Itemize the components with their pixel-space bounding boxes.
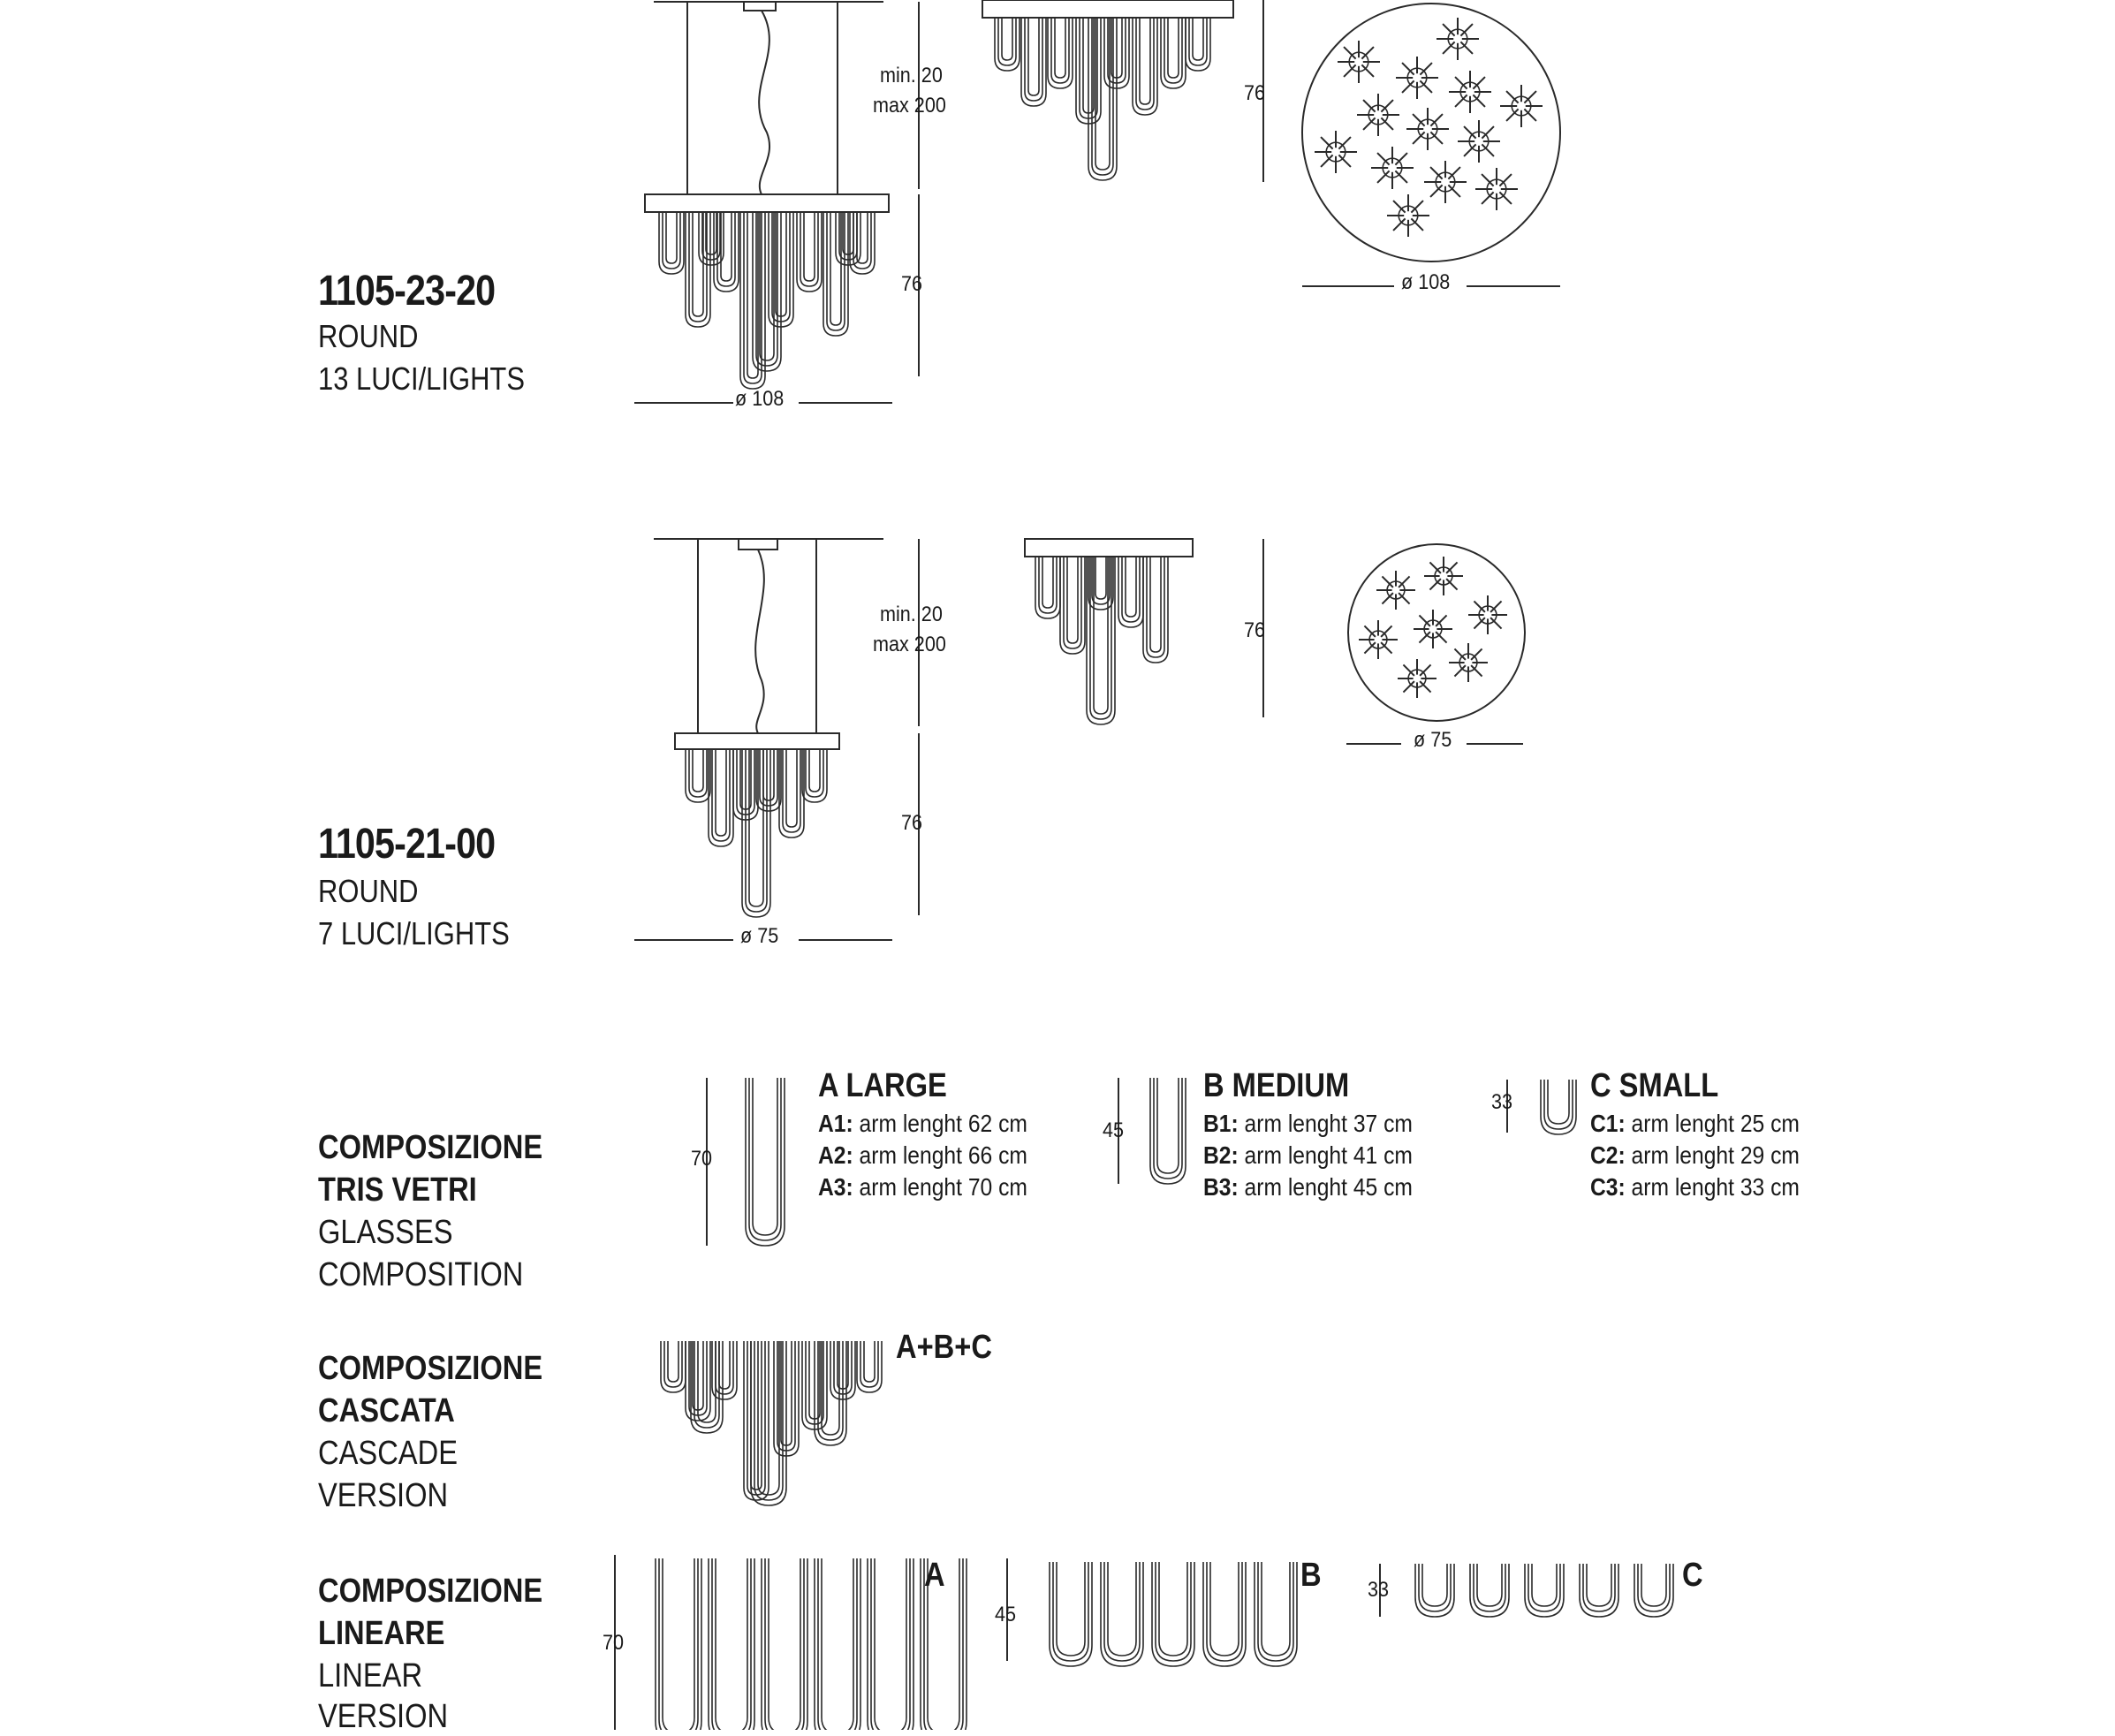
variant-height-label: 70 <box>691 1147 713 1171</box>
arm-spec: C1: arm lenght 25 cm <box>1590 1110 1800 1137</box>
glass-medium <box>1157 1078 1179 1173</box>
cascade-arm <box>864 1341 875 1382</box>
linear-arm-a <box>765 1558 804 1730</box>
ceiling-height-label: 76 <box>1244 81 1266 105</box>
glass-arm <box>998 18 1016 65</box>
glass-large <box>746 1078 785 1246</box>
cascade-arm <box>716 1341 733 1394</box>
section-subtitle: COMPOSITION <box>318 1256 524 1293</box>
linear-arm-c <box>1415 1564 1454 1617</box>
linear-arm-c <box>1528 1564 1560 1611</box>
power-cable <box>759 11 769 194</box>
cascade-label: A+B+C <box>896 1329 992 1366</box>
linear-arm-c <box>1477 1564 1502 1606</box>
variant-heading: A LARGE <box>818 1067 947 1104</box>
product-code: 1105-23-20 <box>318 268 496 315</box>
linear-arm-c <box>1583 1564 1615 1611</box>
linear-arm-a <box>875 1558 906 1730</box>
glass-arm <box>806 749 823 797</box>
cable-min-label: min. 20 <box>880 64 943 87</box>
linear-arm-c <box>1638 1564 1670 1611</box>
cable-max-label: max 200 <box>873 633 946 656</box>
glass-arm <box>666 212 677 263</box>
arm-spec: C3: arm lenght 33 cm <box>1590 1173 1800 1201</box>
linear-arm-a <box>822 1558 853 1730</box>
pendant-height-label: 76 <box>901 272 923 296</box>
glass-arm <box>1067 557 1078 643</box>
linear-group-label: A <box>924 1557 945 1594</box>
section-subtitle: VERSION <box>318 1698 449 1735</box>
linear-arm-b <box>1258 1562 1293 1661</box>
linear-arm-b <box>1104 1562 1140 1661</box>
power-cable <box>755 550 764 733</box>
section-title: TRIS VETRI <box>318 1171 477 1209</box>
section-title: LINEARE <box>318 1615 445 1652</box>
linear-arm-a <box>659 1558 698 1730</box>
glass-arm <box>693 749 703 792</box>
linear-arm-c <box>1525 1564 1564 1617</box>
linear-arm-c <box>1634 1564 1673 1617</box>
arm-spec: B2: arm lenght 41 cm <box>1203 1141 1413 1169</box>
ceiling-canopy <box>744 2 776 11</box>
glass-arm <box>1028 18 1039 95</box>
linear-arm-c <box>1470 1564 1509 1617</box>
product-lights: 7 LUCI/LIGHTS <box>318 915 510 951</box>
top-view-diameter-label: ø 75 <box>1414 728 1452 752</box>
glass-arm <box>721 212 732 281</box>
cascade-arm <box>860 1341 878 1387</box>
pendant-height-label: 76 <box>901 811 923 835</box>
glass-arm <box>712 749 730 841</box>
glass-arm <box>857 212 868 263</box>
arm-spec: A3: arm lenght 70 cm <box>818 1173 1027 1201</box>
product-shape: ROUND <box>318 873 419 909</box>
glass-arm <box>763 749 774 800</box>
linear-arm-b <box>1156 1562 1191 1661</box>
glass-arm <box>1122 557 1140 622</box>
linear-arm-c <box>1419 1564 1451 1611</box>
glass-arm <box>1140 18 1150 104</box>
cable-max-label: max 200 <box>873 94 946 118</box>
section-title: CASCATA <box>318 1392 455 1429</box>
linear-arm-b <box>1207 1562 1242 1661</box>
section-title: COMPOSIZIONE <box>318 1350 543 1387</box>
glass-large <box>753 1078 777 1235</box>
section-title: COMPOSIZIONE <box>318 1129 543 1166</box>
linear-arm-b <box>1210 1562 1239 1656</box>
glass-small <box>1548 1080 1569 1124</box>
glass-arm <box>1193 18 1203 60</box>
linear-arm-b <box>1108 1562 1136 1656</box>
glass-arm <box>1150 557 1161 652</box>
linear-arm-b <box>1159 1562 1187 1656</box>
glass-arm <box>1055 18 1065 78</box>
section-subtitle: GLASSES <box>318 1214 453 1251</box>
product-lights: 13 LUCI/LIGHTS <box>318 360 526 397</box>
glass-arm <box>804 212 815 281</box>
chandelier-frame <box>675 733 839 749</box>
cascade-arm <box>747 1341 765 1495</box>
pendant-diameter-label: ø 108 <box>735 387 785 411</box>
glass-arm <box>853 212 871 269</box>
arm-spec: C2: arm lenght 29 cm <box>1590 1141 1800 1169</box>
glass-arm <box>1092 557 1110 604</box>
glass-arm <box>760 749 777 806</box>
variant-height-label: 33 <box>1491 1090 1513 1114</box>
linear-arm-c <box>1641 1564 1666 1606</box>
pendant-diameter-label: ø 75 <box>740 924 779 948</box>
top-view-diameter-label: ø 108 <box>1401 270 1451 294</box>
glass-arm <box>800 212 818 286</box>
linear-arm-a <box>871 1558 910 1730</box>
section-title: COMPOSIZIONE <box>318 1573 543 1610</box>
linear-arm-c <box>1474 1564 1505 1611</box>
glass-arm <box>1002 18 1012 60</box>
glass-arm <box>809 749 820 792</box>
glass-arm <box>689 212 707 322</box>
variant-height-label: 45 <box>1103 1118 1125 1142</box>
linear-height-label: 45 <box>995 1603 1017 1626</box>
glass-arm <box>1164 18 1182 83</box>
linear-arm-a <box>769 1558 800 1730</box>
cascade-arm <box>719 1341 730 1389</box>
cascade-arm <box>751 1341 762 1490</box>
glass-arm <box>1189 18 1207 65</box>
glass-arm <box>1039 557 1057 613</box>
cascade-arm <box>668 1341 678 1382</box>
linear-arm-a <box>712 1558 751 1730</box>
ceiling-height-label: 76 <box>1244 618 1266 642</box>
ceiling-frame <box>982 0 1233 18</box>
glass-arm <box>1064 557 1081 648</box>
linear-height-label: 70 <box>603 1631 625 1655</box>
glass-arm <box>1051 18 1069 83</box>
section-subtitle: CASCADE <box>318 1435 458 1472</box>
section-subtitle: LINEAR <box>318 1657 423 1694</box>
variant-heading: B MEDIUM <box>1203 1067 1350 1104</box>
linear-arm-c <box>1587 1564 1611 1606</box>
glass-arm <box>1126 557 1136 617</box>
ceiling-canopy <box>739 539 777 550</box>
glass-arm <box>1025 18 1042 101</box>
ceiling-frame <box>1025 539 1193 557</box>
glass-large <box>749 1078 781 1240</box>
linear-arm-b <box>1262 1562 1290 1656</box>
product-code: 1105-21-00 <box>318 821 496 868</box>
linear-arm-a <box>663 1558 694 1730</box>
linear-arm-c <box>1422 1564 1447 1606</box>
section-subtitle: VERSION <box>318 1477 449 1514</box>
glass-arm <box>689 749 707 797</box>
glass-small <box>1541 1080 1576 1134</box>
linear-arm-b <box>1057 1562 1085 1656</box>
linear-height-label: 33 <box>1368 1578 1390 1602</box>
linear-group-label: B <box>1300 1557 1322 1594</box>
glass-arm <box>786 749 797 827</box>
glass-arm <box>783 749 800 832</box>
glass-arm <box>716 749 726 836</box>
linear-arm-b <box>1053 1562 1088 1661</box>
arm-spec: B3: arm lenght 45 cm <box>1203 1173 1413 1201</box>
linear-group-label: C <box>1682 1557 1703 1594</box>
product-shape: ROUND <box>318 318 419 354</box>
glass-arm <box>1168 18 1179 78</box>
linear-arm-c <box>1532 1564 1557 1606</box>
linear-arm-c <box>1580 1564 1618 1617</box>
variant-heading: C SMALL <box>1590 1067 1719 1104</box>
chandelier-frame <box>645 194 889 212</box>
glass-arm <box>1042 557 1053 608</box>
arm-spec: A1: arm lenght 62 cm <box>818 1110 1027 1137</box>
glass-arm <box>1095 557 1106 599</box>
cable-min-label: min. 20 <box>880 603 943 626</box>
linear-arm-a <box>818 1558 857 1730</box>
arm-spec: A2: arm lenght 66 cm <box>818 1141 1027 1169</box>
arm-spec: B1: arm lenght 37 cm <box>1203 1110 1413 1137</box>
glass-arm <box>663 212 680 269</box>
glass-arm <box>1147 557 1164 657</box>
linear-arm-a <box>716 1558 747 1730</box>
glass-medium <box>1150 1078 1186 1184</box>
glass-arm <box>1136 18 1154 110</box>
cascade-arm <box>664 1341 682 1387</box>
